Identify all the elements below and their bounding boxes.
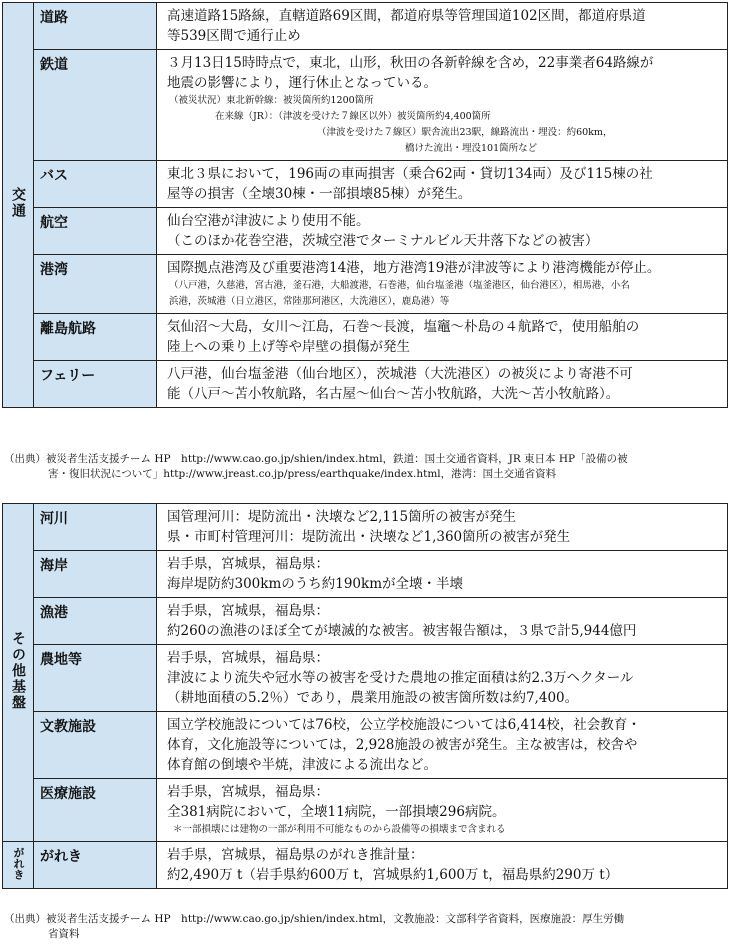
note-line: 橋けた流出・埋没101箇所など xyxy=(405,143,538,154)
row-label: 医療施設 xyxy=(34,779,157,842)
table-row xyxy=(3,208,728,255)
category-cell xyxy=(3,3,34,408)
row-content: 東北３県において，196両の車両損害（乗合62両・貸切134両）及び115棟の社 屋等の損害（全壊30棟・一部損壊85棟）が発生。 xyxy=(157,161,728,208)
table-row xyxy=(3,842,728,889)
infrastructure-table xyxy=(2,503,728,889)
row-content: 岩手県，宮城県，福島県のがれき推計量： 約2,490万 t（岩手県約600万 t，宮城県約1,600万 t，福島県約290万 t） xyxy=(157,842,728,889)
row-label: 海岸 xyxy=(34,551,157,598)
category-cell xyxy=(3,842,34,889)
note-line: 在来線（JR）：（津波を受けた７線区以外）被災箇所約4,400箇所 xyxy=(215,111,491,122)
row-label: 港湾 xyxy=(34,255,157,314)
table-row xyxy=(3,645,728,712)
row-label: フェリー xyxy=(34,361,157,408)
row-content: 岩手県，宮城県，福島県： 津波により流失や冠水等の被害を受けた農地の推定面積は約2.3万ヘクタール （耕地面積の5.2％）であり，農業用施設の被害箇所数は約7,400。 xyxy=(157,645,728,712)
row-label: 鉄道 xyxy=(34,50,157,161)
note-line: （津波を受けた７線区）駅舎流出23駅，線路流出・埋没：約60km， xyxy=(317,127,613,138)
table-row xyxy=(3,551,728,598)
row-label: 漁港 xyxy=(34,598,157,645)
source-note: （出典）被災者生活支援チーム HP http://www.cao.go.jp/shien/index.html，鉄道：国土交通省資料，JR 東日本 HP「設備の被 害・復旧状況について」http://www.jreast.co.jp/press/earthquake/index.html，港湾：国土交通省資料 xyxy=(4,453,628,480)
row-content: 岩手県，宮城県，福島県： 海岸堤防約300kmのうち約190kmが全壊・半壊 xyxy=(157,551,728,598)
row-content: 国際拠点港湾及び重要港湾14港，地方港湾19港が津波等により港湾機能が停止。 （八戸港，久慈港，宮古港，釜石港，大船渡港，石巻港，仙台塩釜港（塩釜港区，仙台港区），相馬港，小名 浜港，茨城港（日立港区，常陸那珂港区，大洗港区），鹿島港）等 xyxy=(157,255,728,314)
note-line: ＊一部損壊には建物の一部が利用不可能なものから設備等の損壊まで含まれる xyxy=(173,824,506,835)
table-row xyxy=(3,779,728,842)
row-content: 高速道路15路線，直轄道路69区間，都道府県等管理国道102区間，都道府県道 等539区間で通行止め xyxy=(157,3,728,50)
table-row xyxy=(3,50,728,161)
row-label: 道路 xyxy=(34,3,157,50)
table-row xyxy=(3,712,728,779)
row-label: がれき xyxy=(34,842,157,889)
note-line: （被災状況）東北新幹線：被災箇所約1200箇所 xyxy=(169,95,374,106)
row-label: 文教施設 xyxy=(34,712,157,779)
row-content: 岩手県，宮城県，福島県： 約260の漁港のほぼ全てが壊滅的な被害。被害報告額は，３県で計5,944億円 xyxy=(157,598,728,645)
row-content: 岩手県，宮城県，福島県： 全381病院において，全壊11病院，一部損壊296病院。 ＊一部損壊には建物の一部が利用不可能なものから設備等の損壊まで含まれる xyxy=(157,779,728,842)
source-note: （出典）被災者生活支援チーム HP http://www.cao.go.jp/shien/index.html，文教施設：文部科学省資料，医療施設：厚生労働 省資料 xyxy=(4,913,625,940)
table-row xyxy=(3,255,728,314)
table-row xyxy=(3,504,728,551)
note-line: （八戸港，久慈港，宮古港，釜石港，大船渡港，石巻港，仙台塩釜港（塩釜港区，仙台港区），相馬港，小名 xyxy=(169,280,630,291)
row-content: 国立学校施設については76校，公立学校施設については6,414校，社会教育・ 体育，文化施設等については，2,928施設の被害が発生。主な被害は，校舎や 体育館の倒壊や半焼，津波による流出など。 xyxy=(157,712,728,779)
row-content: ３月13日15時時点で，東北，山形，秋田の各新幹線を含め，22事業者64路線が 地震の影響により，運行休止となっている。 （被災状況）東北新幹線：被災箇所約1200箇所 在来線（JR）：（津波を受けた７線区以外）被災箇所約4,400箇所 （津波を受けた７線区）駅舎流出23駅，線路流出・埋没：約60km， 橋けた流出・埋没101箇所など xyxy=(157,50,728,161)
table-row xyxy=(3,361,728,408)
note-line: 浜港，茨城港（日立港区，常陸那珂港区，大洗港区），鹿島港）等 xyxy=(169,296,450,307)
category-label: その他基盤 xyxy=(10,630,26,711)
table-row xyxy=(3,598,728,645)
row-label: 河川 xyxy=(34,504,157,551)
table-row xyxy=(3,3,728,50)
row-label: バス xyxy=(34,161,157,208)
row-label: 農地等 xyxy=(34,645,157,712)
row-label: 航空 xyxy=(34,208,157,255)
row-content: 仙台空港が津波により使用不能。 （このほか花巻空港，茨城空港でターミナルビル天井落下などの被害） xyxy=(157,208,728,255)
row-content: 気仙沼～大島，女川～江島，石巻～長渡，塩竈～朴島の４航路で，使用船舶の 陸上への乗り上げ等や岸壁の損傷が発生 xyxy=(157,314,728,361)
row-content: 国管理河川：堤防流出・決壊など2,115箇所の被害が発生 県・市町村管理河川：堤防流出・決壊など1,360箇所の被害が発生 xyxy=(157,504,728,551)
category-cell xyxy=(3,504,34,842)
table-row xyxy=(3,161,728,208)
row-content: 八戸港，仙台塩釜港（仙台地区），茨城港（大洗港区）の被災により寄港不可 能（八戸～苫小牧航路，名古屋～仙台～苫小牧航路，大洗～苫小牧航路）。 xyxy=(157,361,728,408)
table-row xyxy=(3,314,728,361)
row-label: 離島航路 xyxy=(34,314,157,361)
category-label: がれき xyxy=(12,846,25,880)
category-label: 交通 xyxy=(10,187,26,219)
transport-table xyxy=(2,2,728,408)
